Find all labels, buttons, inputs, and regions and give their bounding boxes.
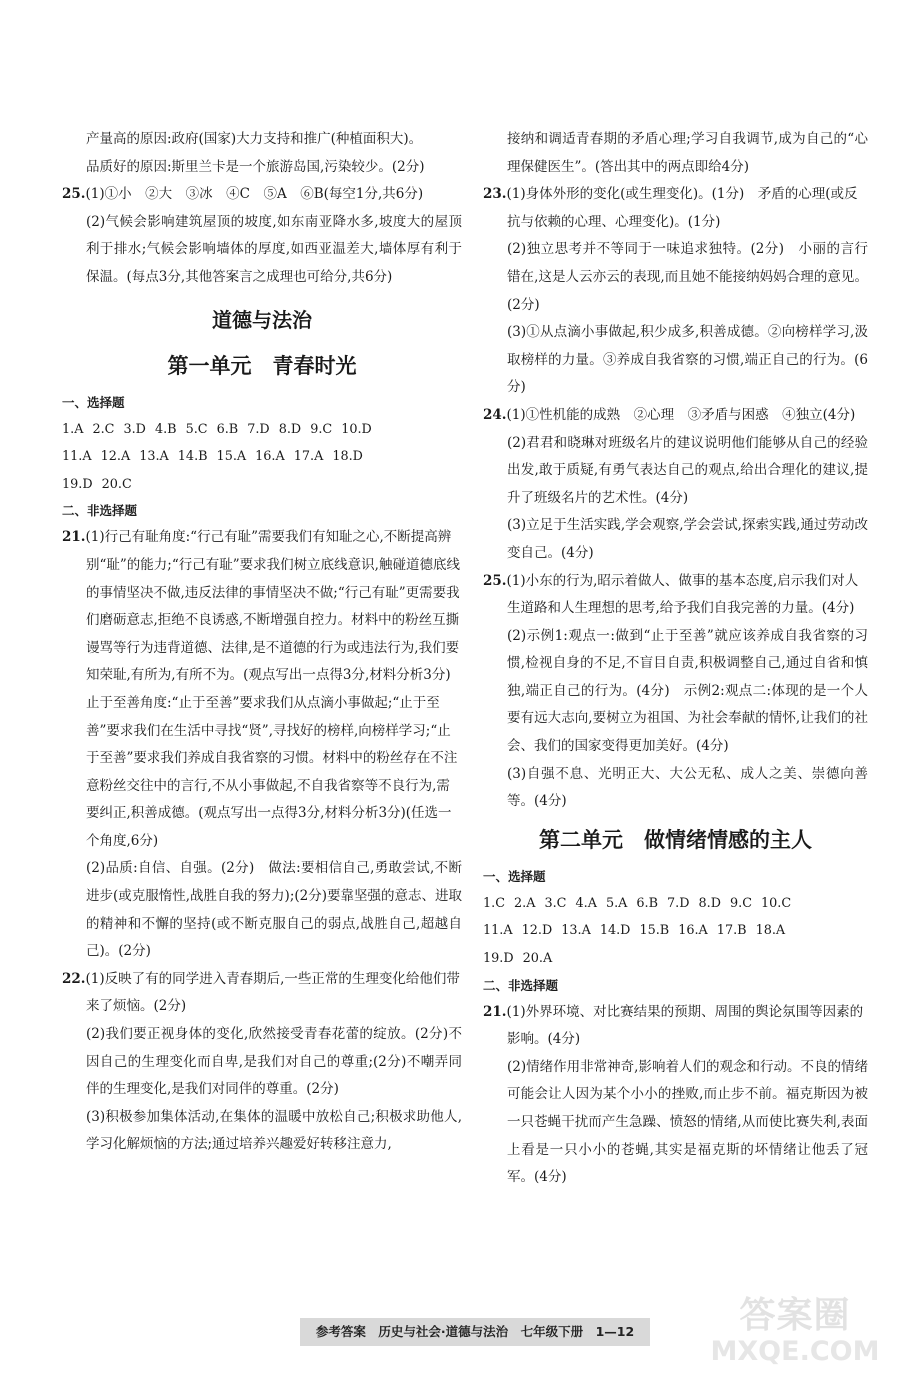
answer-part: (2)我们要正视身体的变化,欣然接受青春花蕾的绽放。(2分)不因自己的生理变化而自卑,是我们对自己的尊重;(2分)不嘲弄同伴的生理变化,是我们对同伴的尊重。(2分) [86, 1026, 462, 1098]
mc-answer: 10.C [761, 895, 792, 911]
question-number: 25. [62, 186, 86, 203]
section-title: 道德与法治 [212, 307, 312, 332]
mc-row [483, 890, 868, 918]
mc-answer: 17.B [716, 923, 747, 939]
question-25 [483, 568, 868, 623]
mc-answer: 11.A [62, 449, 92, 465]
mc-answer: 2.A [514, 895, 536, 911]
question-22 [62, 966, 462, 1021]
mc-heading: 一、选择题 [483, 868, 546, 884]
mc-answer: 16.A [678, 923, 708, 939]
mc-answer: 13.A [139, 449, 169, 465]
mc-answer: 16.A [255, 449, 285, 465]
mc-answer: 12.D [521, 923, 553, 939]
mc-answer: 2.C [92, 421, 115, 437]
mc-answer: 15.A [216, 449, 247, 465]
unit-title: 第二单元 做情绪情感的主人 [539, 827, 812, 852]
answer-part: (3)立足于生活实践,学会观察,学会尝试,探索实践,通过劳动改变自己。(4分) [507, 517, 868, 561]
question-number: 22. [62, 970, 86, 987]
question-number: 21. [62, 529, 86, 546]
mc-answer: 5.A [605, 895, 628, 911]
mc-answer: 19.D [62, 476, 93, 492]
left-column [62, 126, 465, 1159]
watermark-text: 答案圈 [739, 1295, 851, 1336]
answer-part: (2)气候会影响建筑屋顶的坡度,如东南亚降水多,坡度大的屋顶利于排水;气候会影响墙体的厚度,如西亚温差大,墙体厚有利于保温。(每点3分,其他答案言之成理也可给分,共6分) [86, 213, 462, 285]
mc-answer: 4.A [575, 895, 597, 911]
unit-title: 第一单元 青春时光 [167, 353, 357, 378]
mc-row [483, 945, 868, 973]
mc-answer: 14.B [177, 449, 208, 465]
answer-part: (2)独立思考并不等同于一味追求独特。(2分) 小丽的言行错在,这是人云亦云的表现,而且她不能接纳妈妈合理的意见。(2分) [507, 241, 868, 313]
mc-answer: 15.B [639, 923, 670, 939]
question-25 [62, 181, 462, 209]
watermark-logo [705, 1296, 885, 1376]
mc-row [62, 443, 462, 471]
question-number: 21. [483, 1003, 507, 1020]
mc-answer: 14.D [599, 923, 631, 939]
answer-part: (3)自强不息、光明正大、大公无私、成人之美、崇德向善等。(4分) [507, 765, 868, 810]
mc-heading: 一、选择题 [62, 394, 125, 410]
nonmc-heading: 二、非选择题 [483, 977, 559, 993]
mc-row [62, 471, 462, 499]
mc-answer: 6.B [636, 895, 659, 911]
answer-part: (1)反映了有的同学进入青春期后,一些正常的生理变化给他们带来了烦恼。(2分) [85, 970, 460, 1015]
question-number: 24. [483, 406, 507, 423]
question-23 [483, 181, 868, 236]
answer-part: (2)品质:自信、自强。(2分) 做法:要相信自己,勇敢尝试,不断进步(或克服惰性,战胜自我的努力);(2分)要靠坚强的意志、进取的精神和不懈的坚持(或不断克服自己的弱点,战胜自己,超越自己)。(2分) [86, 860, 462, 960]
mc-answer: 20.A [522, 951, 553, 967]
paragraph: 接纳和调适青春期的矛盾心理;学习自我调节,成为自己的“心理保健医生”。(答出其中的两点即给4分) [507, 131, 868, 175]
mc-answer: 18.D [332, 449, 363, 465]
mc-answer: 7.D [247, 421, 270, 437]
answer-part: (1)①小 ②大 ③冰 ④C ⑤A ⑥B(每空1分,共6分) [85, 186, 424, 203]
page-footer: 参考答案 历史与社会·道德与法治 七年级下册 1—12 [300, 1318, 650, 1346]
question-21 [483, 999, 868, 1054]
mc-answer: 13.A [561, 923, 591, 939]
answer-part: (2)示例1:观点一:做到“止于至善”就应该养成自我省察的习惯,检视自身的不足,不盲目自责,积极调整自己,通过自省和慎独,端正自己的行为。(4分) 示例2:观点二:体现的是一个人要有远大志向,要树立为祖国、为社会奉献的情怀,让我们的社会、我们的国家变得更加美好。(4分) [507, 627, 868, 755]
watermark-url: MXQE.COM [710, 1336, 880, 1367]
mc-answer: 18.A [755, 923, 786, 939]
paragraph: 产量高的原因:政府(国家)大力支持和推广(种植面积大)。 [86, 131, 423, 147]
mc-answer: 3.D [123, 421, 146, 437]
mc-answer: 11.A [483, 923, 513, 939]
mc-answer: 17.A [293, 449, 324, 465]
mc-answer: 8.D [278, 421, 302, 437]
mc-answer: 9.C [729, 895, 752, 911]
nonmc-heading: 二、非选择题 [62, 503, 138, 519]
answer-part: (3)①从点滴小事做起,积少成多,积善成德。②向榜样学习,汲取榜样的力量。③养成自我省察的习惯,端正自己的行为。(6分) [507, 324, 868, 396]
question-number: 23. [483, 186, 507, 203]
answer-part: (1)行己有耻角度:“行己有耻”需要我们有知耻之心,不断提高辨别“耻”的能力;“行己有耻”要求我们树立底线意识,触碰道德底线的事情坚决不做,违反法律的事情坚决不做;“行己有耻”更需要我们磨砺意志,拒绝不良诱惑,不断增强自控力。材料中的粉丝互撕谩骂等行为违背道德、法律,是不道德的行为或违法行为,我们要知荣耻,有所为,有所不为。(观点写出一点得3分,材料分析3分) 止于至善角度:“止于至善”要求我们从点滴小事做起;“止于至善”要求我们在生活中寻找“贤”,寻找好的榜样,向榜样学习;“止于至善”要求我们养成自我省察的习惯。材料中的粉丝存在不注意粉丝交往中的言行,不从小事做起,不自我省察等不良行为,需要纠正,积善成德。(观点写出一点得3分,材料分析3分)(任选一个角度,6分) [85, 529, 465, 849]
mc-answer: 7.D [667, 895, 690, 911]
answer-part: (3)积极参加集体活动,在集体的温暖中放松自己;积极求助他人,学习化解烦恼的方法;通过培养兴趣爱好转移注意力, [86, 1108, 462, 1153]
answer-part: (2)情绪作用非常神奇,影响着人们的观念和行动。不良的情绪可能会让人因为某个小小的挫败,而止步不前。福克斯因为被一只苍蝇干扰而产生急躁、愤怒的情绪,从而使比赛失利,表面上看是一只小小的苍蝇,其实是福克斯的坏情绪让他丢了冠军。(4分) [507, 1058, 868, 1186]
mc-answer: 12.A [100, 449, 131, 465]
mc-answer: 5.C [185, 421, 208, 437]
mc-answer: 6.B [216, 421, 239, 437]
answer-part: (1)①性机能的成熟 ②心理 ③矛盾与困惑 ④独立(4分) [506, 406, 856, 423]
mc-row [483, 917, 868, 945]
question-21 [62, 524, 465, 855]
answer-part: (2)君君和晓琳对班级名片的建议说明他们能够从自己的经验出发,敢于质疑,有勇气表达自己的观点,给出合理化的建议,提升了班级名片的艺术性。(4分) [507, 434, 868, 506]
mc-answer: 1.C [483, 895, 506, 911]
mc-answer: 10.D [341, 421, 372, 437]
mc-answer: 20.C [101, 476, 132, 492]
mc-row [62, 416, 462, 444]
question-number: 25. [483, 572, 507, 589]
answer-part: (1)外界环境、对比赛结果的预期、周围的舆论氛围等因素的影响。(4分) [506, 1003, 864, 1048]
answer-part: (1)身体外形的变化(或生理变化)。(1分) 矛盾的心理(或反抗与依赖的心理、心理变化)。(1分) [506, 186, 858, 230]
right-column [483, 126, 868, 1192]
mc-answer: 9.C [310, 421, 333, 437]
mc-answer: 3.C [544, 895, 567, 911]
mc-answer: 19.D [483, 951, 514, 967]
mc-answer: 4.B [154, 421, 177, 437]
mc-answer: 1.A [62, 421, 84, 437]
answer-part: (1)小东的行为,昭示着做人、做事的基本态度,启示我们对人生道路和人生理想的思考,给予我们自我完善的力量。(4分) [506, 572, 859, 617]
question-24 [483, 402, 868, 430]
paragraph: 品质好的原因:斯里兰卡是一个旅游岛国,污染较少。(2分) [86, 158, 425, 175]
mc-answer: 8.D [698, 895, 721, 911]
